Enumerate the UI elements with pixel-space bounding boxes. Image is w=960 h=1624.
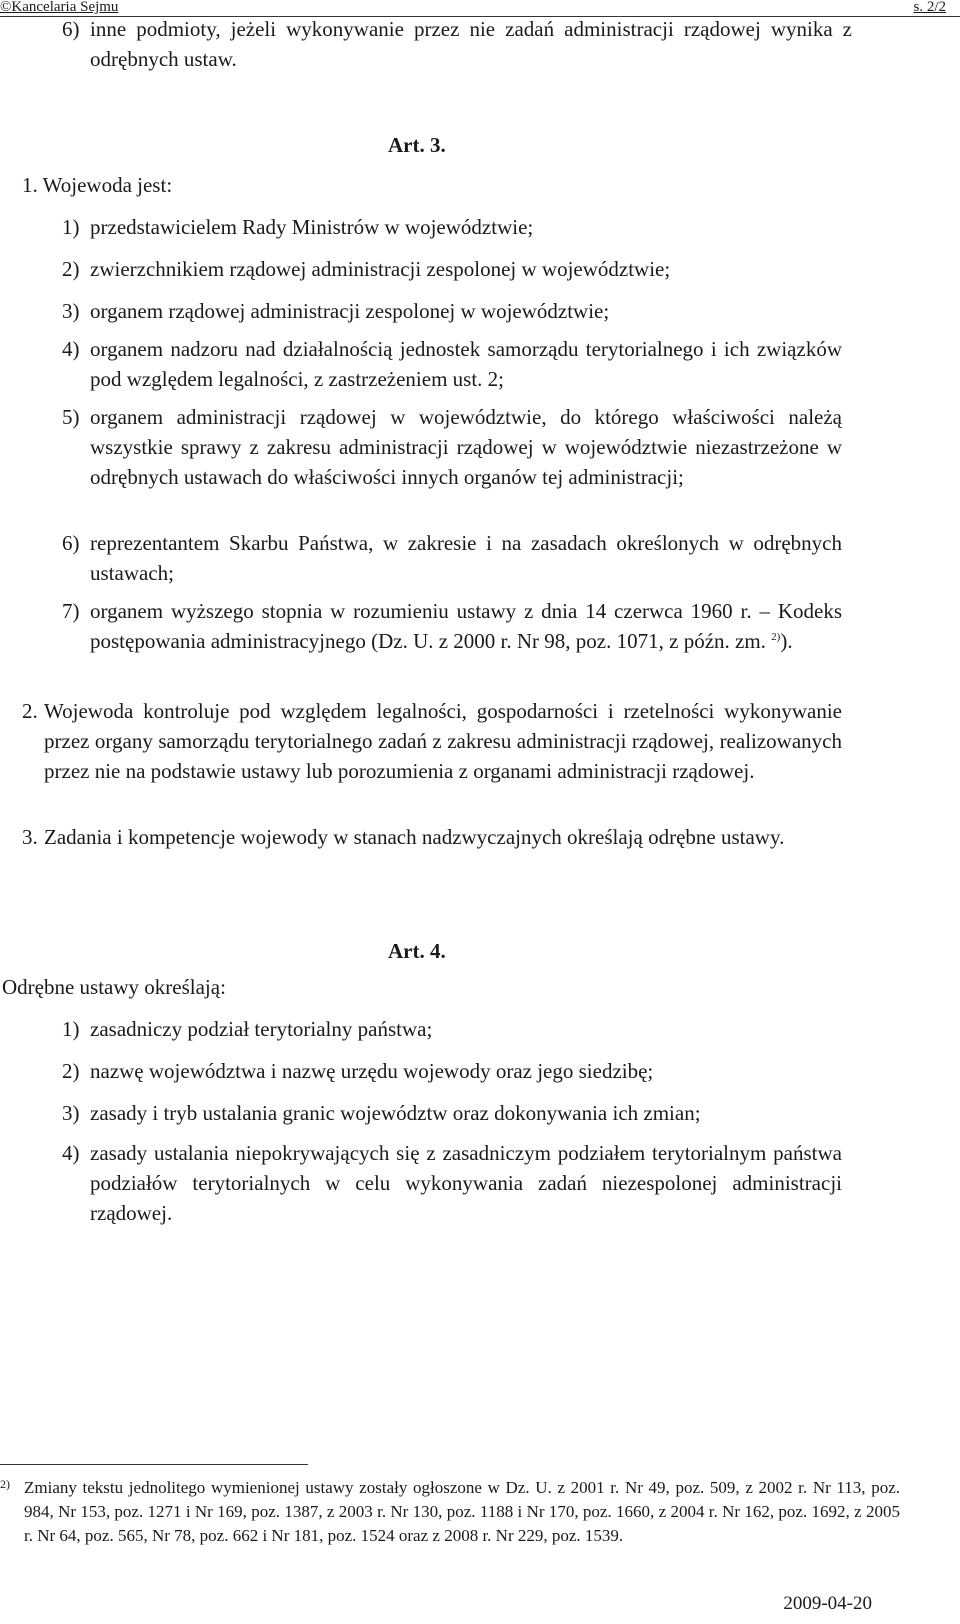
item-text: organem administracji rządowej w województwie, do którego właściwości należą wszystkie sprawy z zakresu administracji rządowej w województwie niezastrzeżone w odrębnych ustawach do właściwości innych organów tej administracji;	[90, 405, 842, 489]
item-text: organem nadzoru nad działalnością jednostek samorządu terytorialnego i ich związków pod względem legalności, z zastrzeżeniem ust. 2;	[90, 337, 842, 391]
art3-paragraph-2	[22, 696, 842, 786]
art2-item-6	[62, 14, 852, 74]
item-text: organem wyższego stopnia w rozumieniu ustawy z dnia 14 czerwca 1960 r. – Kodeks postępowania administracyjnego (Dz. U. z 2000 r. Nr 98, poz. 1071, z późn. zm.	[90, 599, 842, 653]
article-4-title: Art. 4.	[388, 939, 446, 963]
item-number: 6)	[62, 17, 80, 41]
paragraph-text: Wojewoda jest:	[42, 173, 173, 197]
art4-item-3	[62, 1098, 842, 1128]
art3-item-6	[62, 528, 842, 588]
item-number: 3)	[62, 299, 80, 323]
footnote	[0, 1476, 900, 1548]
item-text: inne podmioty, jeżeli wykonywanie przez nie zadań administracji rządowej wynika z odrębnych ustaw.	[90, 17, 852, 71]
item-number: 7)	[62, 599, 80, 623]
item-text: przedstawicielem Rady Ministrów w województwie;	[90, 215, 534, 239]
header-source: ©Kancelaria Sejmu	[0, 0, 119, 15]
art3-item-3	[62, 296, 842, 326]
item-text: zasadniczy podział terytorialny państwa;	[90, 1017, 433, 1041]
art3-item-1	[62, 212, 842, 242]
item-text: nazwę województwa i nazwę urzędu wojewody oraz jego siedzibę;	[90, 1059, 654, 1083]
item-text: reprezentantem Skarbu Państwa, w zakresie i na zasadach określonych w odrębnych ustawach;	[90, 531, 842, 585]
art4-intro: Odrębne ustawy określają:	[2, 975, 226, 999]
item-text: zwierzchnikiem rządowej administracji zespolonej w województwie;	[90, 257, 671, 281]
art3-item-7	[62, 596, 842, 656]
art4-item-1	[62, 1014, 842, 1044]
document-date: 2009-04-20	[783, 1593, 872, 1614]
item-text: zasady i tryb ustalania granic województw oraz dokonywania ich zmian;	[90, 1101, 701, 1125]
paragraph-number: 2.	[22, 699, 38, 723]
art3-item-5	[62, 402, 842, 492]
art3-item-4	[62, 334, 842, 394]
art4-item-2	[62, 1056, 842, 1086]
item-number: 1)	[62, 215, 80, 239]
item-number: 5)	[62, 405, 80, 429]
article-3-title: Art. 3.	[388, 133, 446, 157]
footnote-text: Zmiany tekstu jednolitego wymienionej ustawy zostały ogłoszone w Dz. U. z 2001 r. Nr 49, poz. 509, z 2002 r. Nr 113, poz. 984, Nr 153, poz. 1271 i Nr 169, poz. 1387, z 2003 r. Nr 130, poz. 1188 i Nr 170, poz. 1660, z 2004 r. Nr 162, poz. 1692, z 2005 r. Nr 64, poz. 565, Nr 78, poz. 662 i Nr 181, poz. 1524 oraz z 2008 r. Nr 229, poz. 1539.	[24, 1478, 900, 1545]
item-text-tail: ).	[780, 629, 793, 653]
item-number: 3)	[62, 1101, 80, 1125]
item-number: 4)	[62, 1141, 80, 1165]
art3-paragraph-1	[22, 170, 422, 200]
item-number: 1)	[62, 1017, 80, 1041]
art4-item-4	[62, 1138, 842, 1228]
paragraph-text: Wojewoda kontroluje pod względem legalności, gospodarności i rzetelności wykonywanie przez organy samorządu terytorialnego zadań z zakresu administracji rządowej, realizowanych przez nie na podstawie ustawy lub porozumienia z organami administracji rządowej.	[44, 699, 842, 783]
header-page-number: s. 2/2	[913, 0, 946, 15]
item-number: 4)	[62, 337, 80, 361]
paragraph-number: 1.	[22, 173, 38, 197]
item-number: 2)	[62, 257, 80, 281]
item-number: 6)	[62, 531, 80, 555]
item-number: 2)	[62, 1059, 80, 1083]
art3-item-2	[62, 254, 842, 284]
paragraph-number: 3.	[22, 825, 38, 849]
footnote-mark: 2)	[0, 1477, 10, 1491]
item-text: zasady ustalania niepokrywających się z zasadniczym podziałem terytorialnym państwa podziałów terytorialnych w celu wykonywania zadań niezespolonej administracji rządowej.	[90, 1141, 842, 1225]
footnote-rule	[0, 1464, 308, 1465]
art3-paragraph-3	[22, 822, 842, 852]
paragraph-text: Zadania i kompetencje wojewody w stanach nadzwyczajnych określają odrębne ustawy.	[44, 825, 785, 849]
item-text: organem rządowej administracji zespolonej w województwie;	[90, 299, 610, 323]
footnote-reference: 2)	[771, 631, 781, 643]
